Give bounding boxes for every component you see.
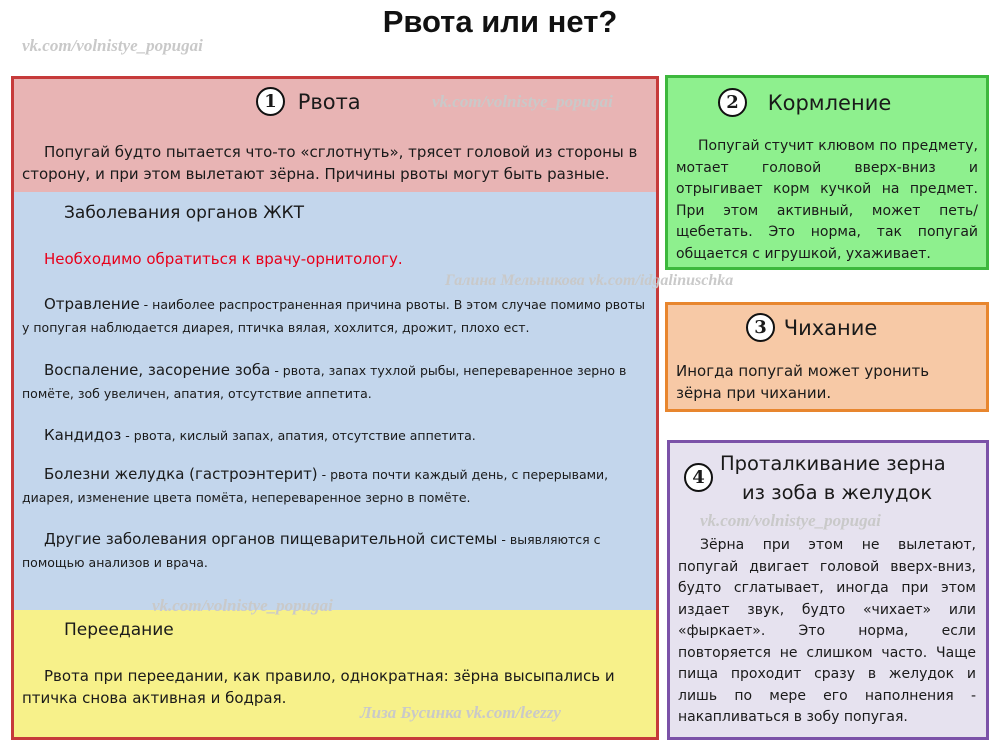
disease-item: [22, 463, 652, 509]
disease-description: - выявляются с помощью анализов и врача.: [22, 532, 601, 570]
gi-heading: Заболевания органов ЖКТ: [64, 203, 305, 223]
disease-name: Болезни желудка (гастроэнтерит): [44, 465, 318, 483]
vomit-heading: [256, 87, 361, 116]
disease-item: [22, 528, 652, 574]
gi-diseases-section: [14, 192, 656, 610]
disease-name: Отравление: [44, 295, 140, 313]
sneezing-text: Иногда попугай может уронить зёрна при чихании.: [676, 362, 930, 402]
number-badge-2: 2: [718, 88, 747, 117]
disease-name: Кандидоз: [44, 426, 122, 444]
disease-name: Другие заболевания органов пищеварительной системы: [44, 530, 498, 548]
pushing-panel: [667, 440, 989, 740]
sneezing-heading: [746, 313, 877, 342]
warning-text: Необходимо обратиться к врачу-орнитологу.: [44, 250, 403, 268]
feeding-heading-text: Кормление: [767, 90, 892, 115]
watermark: vk.com/volnistye_popugai: [152, 596, 333, 615]
sneezing-panel: [665, 302, 989, 412]
vomit-intro-text: Попугай будто пытается что-то «сглотнуть», трясет головой из стороны в сторону, и при этом вылетают зёрна. Причины рвоты могут быть разные.: [22, 143, 638, 183]
overeating-heading: Переедание: [64, 620, 174, 640]
vomit-heading-text: Рвота: [297, 89, 361, 114]
vomit-panel: [11, 76, 659, 740]
watermark: Лиза Бусинка vk.com/leezzy: [360, 703, 561, 722]
disease-item: [22, 293, 652, 339]
disease-description: - рвота почти каждый день, с перерывами, диарея, изменение цвета помёта, непереваренное зерно в помёте.: [22, 467, 609, 505]
disease-description: - рвота, запах тухлой рыбы, непереваренное зерно в помёте, зоб увеличен, апатия, отсутствие аппетита.: [22, 363, 627, 401]
disease-item: [22, 359, 652, 405]
page-title: Рвота или нет?: [382, 4, 618, 39]
watermark: Галина Мельникова vk.com/idgalinuschka: [445, 272, 734, 289]
pushing-heading-line1: Проталкивание зерна: [720, 452, 946, 475]
number-badge-4: 4: [684, 463, 713, 492]
pushing-heading-line2: из зоба в желудок: [742, 481, 933, 504]
feeding-text: Попугай стучит клювом по предмету, мотает головой вверх-вниз и отрыгивает корм кучкой на предмет. При этом активный, может петь/щебетать. Это норма, так попугай общается с игрушкой, ухаживает.: [676, 138, 978, 262]
overeating-text: Рвота при переедании, как правило, однократная: зёрна высыпались и птичка снова активная и бодрая.: [22, 667, 615, 707]
disease-name: Воспаление, засорение зоба: [44, 361, 271, 379]
disease-description: - наиболее распространенная причина рвоты. В этом случае помимо рвоты у попугая наблюдается диарея, птичка вялая, хохлится, дрожит, плохо ест.: [22, 297, 645, 335]
number-badge-3: 3: [746, 313, 775, 342]
disease-item: [22, 424, 652, 447]
feeding-heading: [718, 88, 891, 117]
watermark: vk.com/volnistye_popugai: [22, 36, 203, 55]
disease-description: - рвота, кислый запах, апатия, отсутствие аппетита.: [121, 428, 476, 443]
pushing-text: Зёрна при этом не вылетают, попугай двигает головой вверх-вниз, будто сглатывает, иногда при этом издает звук, будто «чихает» или «фыркает». Это норма, если повторяется не слишком часто. Чаще пища проходит сразу в желудок и лишь по мере его наполнения - накапливаться в зобу попугая.: [678, 537, 976, 725]
number-badge-1: 1: [256, 87, 285, 116]
watermark: vk.com/volnistye_popugai: [432, 92, 613, 111]
sneezing-heading-text: Чихание: [783, 315, 878, 340]
watermark: vk.com/volnistye_popugai: [700, 511, 881, 530]
feeding-panel: [665, 75, 989, 270]
